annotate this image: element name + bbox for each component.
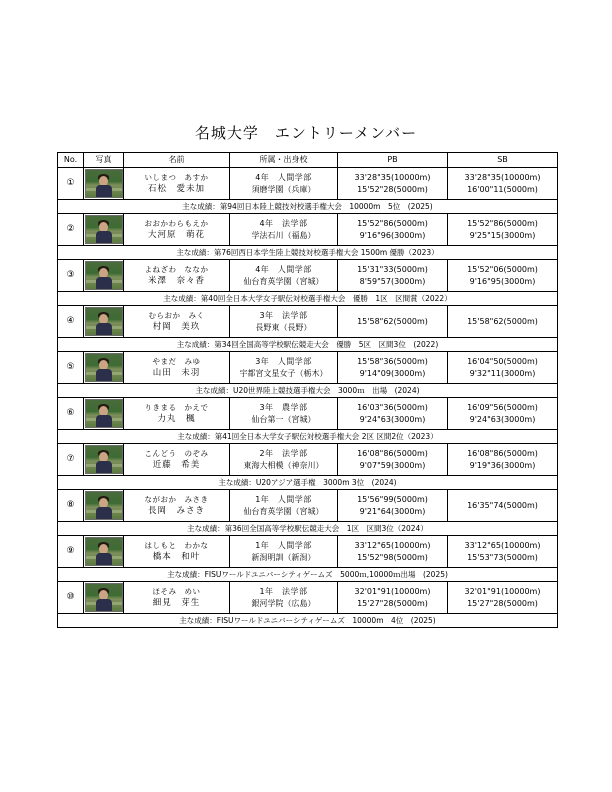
athlete-pb (338, 582, 448, 614)
athlete-sb-entry: 15'58"62(5000m) (467, 316, 538, 326)
athlete-photo-image (85, 537, 123, 566)
athlete-photo (84, 582, 124, 614)
athlete-sb (448, 444, 558, 476)
athlete-photo (84, 536, 124, 568)
athlete-school: 銀河学院（広島） (251, 598, 316, 608)
athlete-main-results: 主な成績：第94回日本陸上競技対校選手権大会 10000m 5位 (2025) (58, 200, 558, 214)
athlete-sb-entry: 9'32"11(3000m) (469, 368, 536, 378)
athlete-sb (448, 582, 558, 614)
athlete-photo-image (85, 583, 123, 612)
table-result-row (58, 246, 558, 260)
header-affiliation: 所属・出身校 (230, 153, 338, 168)
athlete-name (124, 444, 230, 476)
athlete-pb-entry: 8'59"57(3000m) (359, 276, 426, 286)
athlete-name-kana: おおかわらもえか (144, 218, 209, 228)
athlete-affiliation (230, 214, 338, 246)
athlete-pb-entry: 15'52"86(5000m) (357, 218, 428, 228)
athlete-name-kana: こんどう のぞみ (144, 448, 209, 458)
athlete-sb-entry: 33'28"35(10000m) (464, 172, 541, 182)
athlete-name (124, 306, 230, 338)
athlete-pb-entry: 15'31"33(5000m) (357, 264, 428, 274)
athlete-school: 東海大相模（神奈川） (243, 460, 324, 470)
athlete-sb (448, 214, 558, 246)
athlete-sb (448, 490, 558, 522)
table-row (58, 444, 558, 476)
header-photo: 写真 (84, 153, 124, 168)
athlete-sb-entry: 9'16"95(3000m) (469, 276, 536, 286)
athlete-name-kana: りきまる かえで (144, 402, 209, 412)
athlete-name-kana: はしもと わかな (144, 540, 209, 550)
athlete-name-kanji: 長岡 みさき (147, 505, 205, 516)
athlete-affiliation (230, 536, 338, 568)
athlete-photo-image (85, 169, 123, 198)
athlete-photo (84, 306, 124, 338)
table-row (58, 352, 558, 384)
athlete-name (124, 214, 230, 246)
table-row (58, 398, 558, 430)
page-title: 名城大学 エントリーメンバー (194, 124, 418, 142)
athlete-name-kana: よねざわ ななか (144, 264, 209, 274)
athlete-name (124, 168, 230, 200)
athlete-grade: 3年 法学部 (259, 310, 308, 320)
athlete-name-kanji: 山田 未羽 (152, 367, 201, 378)
table-result-row (58, 476, 558, 490)
table-row (58, 490, 558, 522)
athlete-grade: 4年 法学部 (259, 218, 308, 228)
athlete-photo-image (85, 215, 123, 244)
athlete-sb-entry: 32'01"91(10000m) (464, 586, 541, 596)
athlete-school: 須磨学園（兵庫） (251, 184, 316, 194)
athlete-photo (84, 214, 124, 246)
athlete-pb-entry: 9'24"63(3000m) (359, 414, 426, 424)
athlete-pb (338, 536, 448, 568)
athlete-affiliation (230, 260, 338, 292)
athlete-sb (448, 306, 558, 338)
row-number: ⑤ (58, 352, 84, 384)
athlete-sb-entry: 16'08"86(5000m) (467, 448, 538, 458)
athlete-name-kana: やまだ みゆ (152, 356, 201, 366)
table-result-row (58, 338, 558, 352)
athlete-sb (448, 352, 558, 384)
athlete-photo (84, 168, 124, 200)
athlete-pb-entry: 15'58"36(5000m) (357, 356, 428, 366)
athlete-photo (84, 352, 124, 384)
athlete-pb (338, 214, 448, 246)
athlete-name (124, 398, 230, 430)
athlete-photo-image (85, 261, 123, 290)
table-result-row (58, 384, 558, 398)
header-name: 名前 (124, 153, 230, 168)
athlete-affiliation (230, 398, 338, 430)
athlete-pb-entry: 9'07"59(3000m) (359, 460, 426, 470)
athlete-sb-entry: 16'04"50(5000m) (467, 356, 538, 366)
athlete-main-results: 主な成績：第40回全日本大学女子駅伝対校選手権大会 優勝 1区 区間賞（2022） (58, 292, 558, 306)
row-number: ⑩ (58, 582, 84, 614)
athlete-sb-entry: 9'24"63(3000m) (469, 414, 536, 424)
athlete-school: 学法石川（福島） (251, 230, 316, 240)
athlete-sb-entry: 15'52"06(5000m) (467, 264, 538, 274)
athlete-sb-entry: 16'09"56(5000m) (467, 402, 538, 412)
athlete-name-kana: いしまつ あすか (144, 172, 209, 182)
table-result-row (58, 568, 558, 582)
athlete-pb-entry: 32'01"91(10000m) (354, 586, 431, 596)
table-result-row (58, 522, 558, 536)
athlete-pb (338, 398, 448, 430)
athlete-name (124, 490, 230, 522)
athlete-school: 新潟明訓（新潟） (251, 552, 316, 562)
athlete-pb-entry: 9'16"96(3000m) (359, 230, 426, 240)
row-number: ① (58, 168, 84, 200)
athlete-pb-entry: 15'58"62(5000m) (357, 316, 428, 326)
athlete-pb-entry: 9'14"09(3000m) (359, 368, 426, 378)
athlete-pb-entry: 15'56"99(5000m) (357, 494, 428, 504)
athlete-main-results: 主な成績：第41回全日本大学女子駅伝対校選手権大会 2区 区間2位（2023） (58, 430, 558, 444)
athlete-photo (84, 444, 124, 476)
athlete-name-kanji: 細見 芽生 (152, 597, 201, 608)
athlete-photo (84, 490, 124, 522)
athlete-main-results: 主な成績：第76回西日本学生陸上競技対校選手権大会 1500m 優勝（2023） (58, 246, 558, 260)
athlete-photo-image (85, 307, 123, 336)
row-number: ③ (58, 260, 84, 292)
athlete-school: 宇都宮文星女子（栃木） (239, 368, 328, 378)
athlete-affiliation (230, 582, 338, 614)
athlete-sb (448, 398, 558, 430)
athlete-pb (338, 260, 448, 292)
athlete-pb-entry: 16'03"36(5000m) (357, 402, 428, 412)
header-sb: SB (448, 153, 558, 168)
athlete-name-kanji: 米澤 奈々香 (147, 275, 205, 286)
table-result-row (58, 430, 558, 444)
athlete-school: 仙台第一（宮城） (251, 414, 316, 424)
athlete-sb-entry: 33'12"65(10000m) (464, 540, 541, 550)
athlete-name-kanji: 橋本 和叶 (152, 551, 201, 562)
athlete-pb (338, 306, 448, 338)
row-number: ④ (58, 306, 84, 338)
athlete-sb-entry: 9'19"36(3000m) (469, 460, 536, 470)
athlete-pb (338, 444, 448, 476)
table-result-row (58, 292, 558, 306)
row-number: ⑦ (58, 444, 84, 476)
row-number: ⑧ (58, 490, 84, 522)
athlete-grade: 2年 法学部 (259, 448, 308, 458)
athlete-sb-entry: 16'00"11(5000m) (467, 184, 538, 194)
athlete-pb (338, 352, 448, 384)
row-number: ⑨ (58, 536, 84, 568)
table-row (58, 214, 558, 246)
athlete-pb-entry: 15'52"98(5000m) (357, 552, 428, 562)
athlete-grade: 4年 人間学部 (255, 172, 312, 182)
athlete-name-kanji: 村岡 美玖 (152, 321, 201, 332)
athlete-sb (448, 536, 558, 568)
athlete-grade: 3年 人間学部 (255, 356, 312, 366)
athlete-pb (338, 168, 448, 200)
athlete-affiliation (230, 306, 338, 338)
athlete-pb-entry: 15'27"28(5000m) (357, 598, 428, 608)
athlete-school: 仙台育英学園（宮城） (243, 506, 324, 516)
athlete-main-results: 主な成績：FISUワールドユニバーシティゲームズ 10000m 4位 (2025) (58, 614, 558, 628)
athlete-grade: 3年 農学部 (259, 402, 308, 412)
athlete-main-results: 主な成績：U20世界陸上競技選手権大会 3000ｍ 出場 (2024) (58, 384, 558, 398)
athlete-name (124, 582, 230, 614)
table-row (58, 536, 558, 568)
header-pb: PB (338, 153, 448, 168)
athlete-photo (84, 260, 124, 292)
athlete-grade: 1年 人間学部 (255, 540, 312, 550)
athlete-sb-entry: 15'53"73(5000m) (467, 552, 538, 562)
athlete-name-kana: ほそみ めい (152, 586, 201, 596)
table-row (58, 582, 558, 614)
athlete-photo-image (85, 491, 123, 520)
athlete-grade: 4年 人間学部 (255, 264, 312, 274)
athlete-school: 仙台育英学園（宮城） (243, 276, 324, 286)
athlete-photo (84, 398, 124, 430)
athlete-photo-image (85, 399, 123, 428)
athlete-affiliation (230, 490, 338, 522)
athlete-photo-image (85, 353, 123, 382)
athlete-sb-entry: 16'35"74(5000m) (467, 500, 538, 510)
athlete-name-kana: ながおか みさき (144, 494, 209, 504)
athlete-school: 長野東（長野） (255, 322, 312, 332)
athlete-sb (448, 260, 558, 292)
table-header-row (58, 153, 558, 168)
athlete-photo-image (85, 445, 123, 474)
athlete-pb-entry: 16'08"86(5000m) (357, 448, 428, 458)
athlete-affiliation (230, 168, 338, 200)
table-result-row (58, 200, 558, 214)
athlete-pb-entry: 15'52"28(5000m) (357, 184, 428, 194)
athlete-sb-entry: 15'27"28(5000m) (467, 598, 538, 608)
athlete-main-results: 主な成績：第34回全国高等学校駅伝競走大会 優勝 5区 区間3位 (2022) (58, 338, 558, 352)
table-result-row (58, 614, 558, 628)
roster-table (57, 152, 558, 628)
athlete-name-kanji: 近藤 希美 (152, 459, 201, 470)
athlete-affiliation (230, 352, 338, 384)
athlete-main-results: 主な成績：第36回全国高等学校駅伝競走大会 1区 区間3位（2024） (58, 522, 558, 536)
athlete-pb-entry: 33'12"65(10000m) (354, 540, 431, 550)
athlete-name-kanji: 大河原 萌花 (147, 229, 205, 240)
table-row (58, 168, 558, 200)
athlete-name (124, 352, 230, 384)
athlete-main-results: 主な成績：U20アジア選手権 3000m 3位 (2024) (58, 476, 558, 490)
row-number: ⑥ (58, 398, 84, 430)
athlete-sb (448, 168, 558, 200)
table-row (58, 306, 558, 338)
athlete-name (124, 260, 230, 292)
athlete-grade: 1年 人間学部 (255, 494, 312, 504)
athlete-sb-entry: 9'25"15(3000m) (469, 230, 536, 240)
athlete-name-kana: むらおか みく (148, 310, 205, 320)
athlete-affiliation (230, 444, 338, 476)
header-no: No. (58, 153, 84, 168)
athlete-pb (338, 490, 448, 522)
athlete-name (124, 536, 230, 568)
athlete-sb-entry: 15'52"86(5000m) (467, 218, 538, 228)
athlete-pb-entry: 9'21"64(3000m) (359, 506, 426, 516)
row-number: ② (58, 214, 84, 246)
athlete-name-kanji: 力丸 楓 (157, 413, 196, 424)
table-row (58, 260, 558, 292)
athlete-main-results: 主な成績：FISUワールドユニバーシティゲームズ 5000ｍ,10000ｍ出場 (2025) (58, 568, 558, 582)
athlete-pb-entry: 33'28"35(10000m) (354, 172, 431, 182)
athlete-grade: 1年 法学部 (259, 586, 308, 596)
athlete-name-kanji: 石松 愛未加 (147, 183, 205, 194)
